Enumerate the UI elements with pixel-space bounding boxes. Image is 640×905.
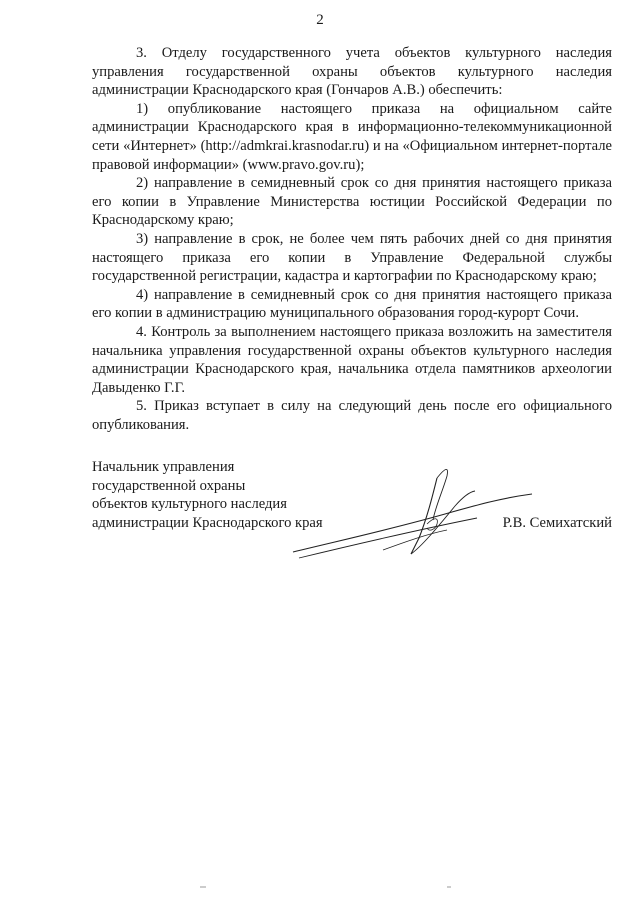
page-number: 2	[316, 12, 324, 28]
signer-position-line: администрации Краснодарского края	[92, 514, 323, 531]
scan-artifact	[0, 884, 640, 890]
signer-position-line: объектов культурного наследия	[92, 496, 287, 513]
paragraph-3-4: 4) направление в семидневный срок со дня принятия настоящего приказа его копии в администрацию муниципального образования город-курорт Сочи.	[92, 286, 612, 322]
paragraph-3-1: 1) опубликование настоящего приказа на официальном сайте администрации Краснодарского края в информационно-телекоммуникационной сети «Интернет» (http://admkrai.krasnodar.ru) и на «Официальном интернет-портале правовой информации» (www.pravo.gov.ru);	[92, 100, 612, 173]
signer-position-line: государственной охраны	[92, 477, 246, 494]
paragraph-4: 4. Контроль за выполнением настоящего приказа возложить на заместителя начальника управления государственной охраны объектов культурного наследия администрации Краснодарского края, начальника отдела памятников археологии Давыденко Г.Г.	[92, 323, 612, 396]
paragraph-3-2: 2) направление в семидневный срок со дня принятия настоящего приказа его копии в Управление Министерства юстиции Российской Федерации по Краснодарскому краю;	[92, 175, 612, 229]
signer-name: Р.В. Семихатский	[502, 514, 612, 531]
signature-block	[92, 458, 612, 568]
document-body	[92, 44, 612, 434]
paragraph-3-3: 3) направление в срок, не более чем пять рабочих дней со дня принятия настоящего приказа его копии в Управление Федеральной службы государственной регистрации, кадастра и картографии по Краснодарскому краю;	[92, 230, 612, 285]
signer-position-line: Начальник управления	[92, 459, 235, 475]
paragraph-5: 5. Приказ вступает в силу на следующий день после его официального опубликования.	[92, 398, 612, 433]
paragraph-3: 3. Отделу государственного учета объектов культурного наследия управления государственной охраны объектов культурного наследия администрации Краснодарского края (Гончаров А.В.) обеспечить:	[92, 45, 612, 99]
